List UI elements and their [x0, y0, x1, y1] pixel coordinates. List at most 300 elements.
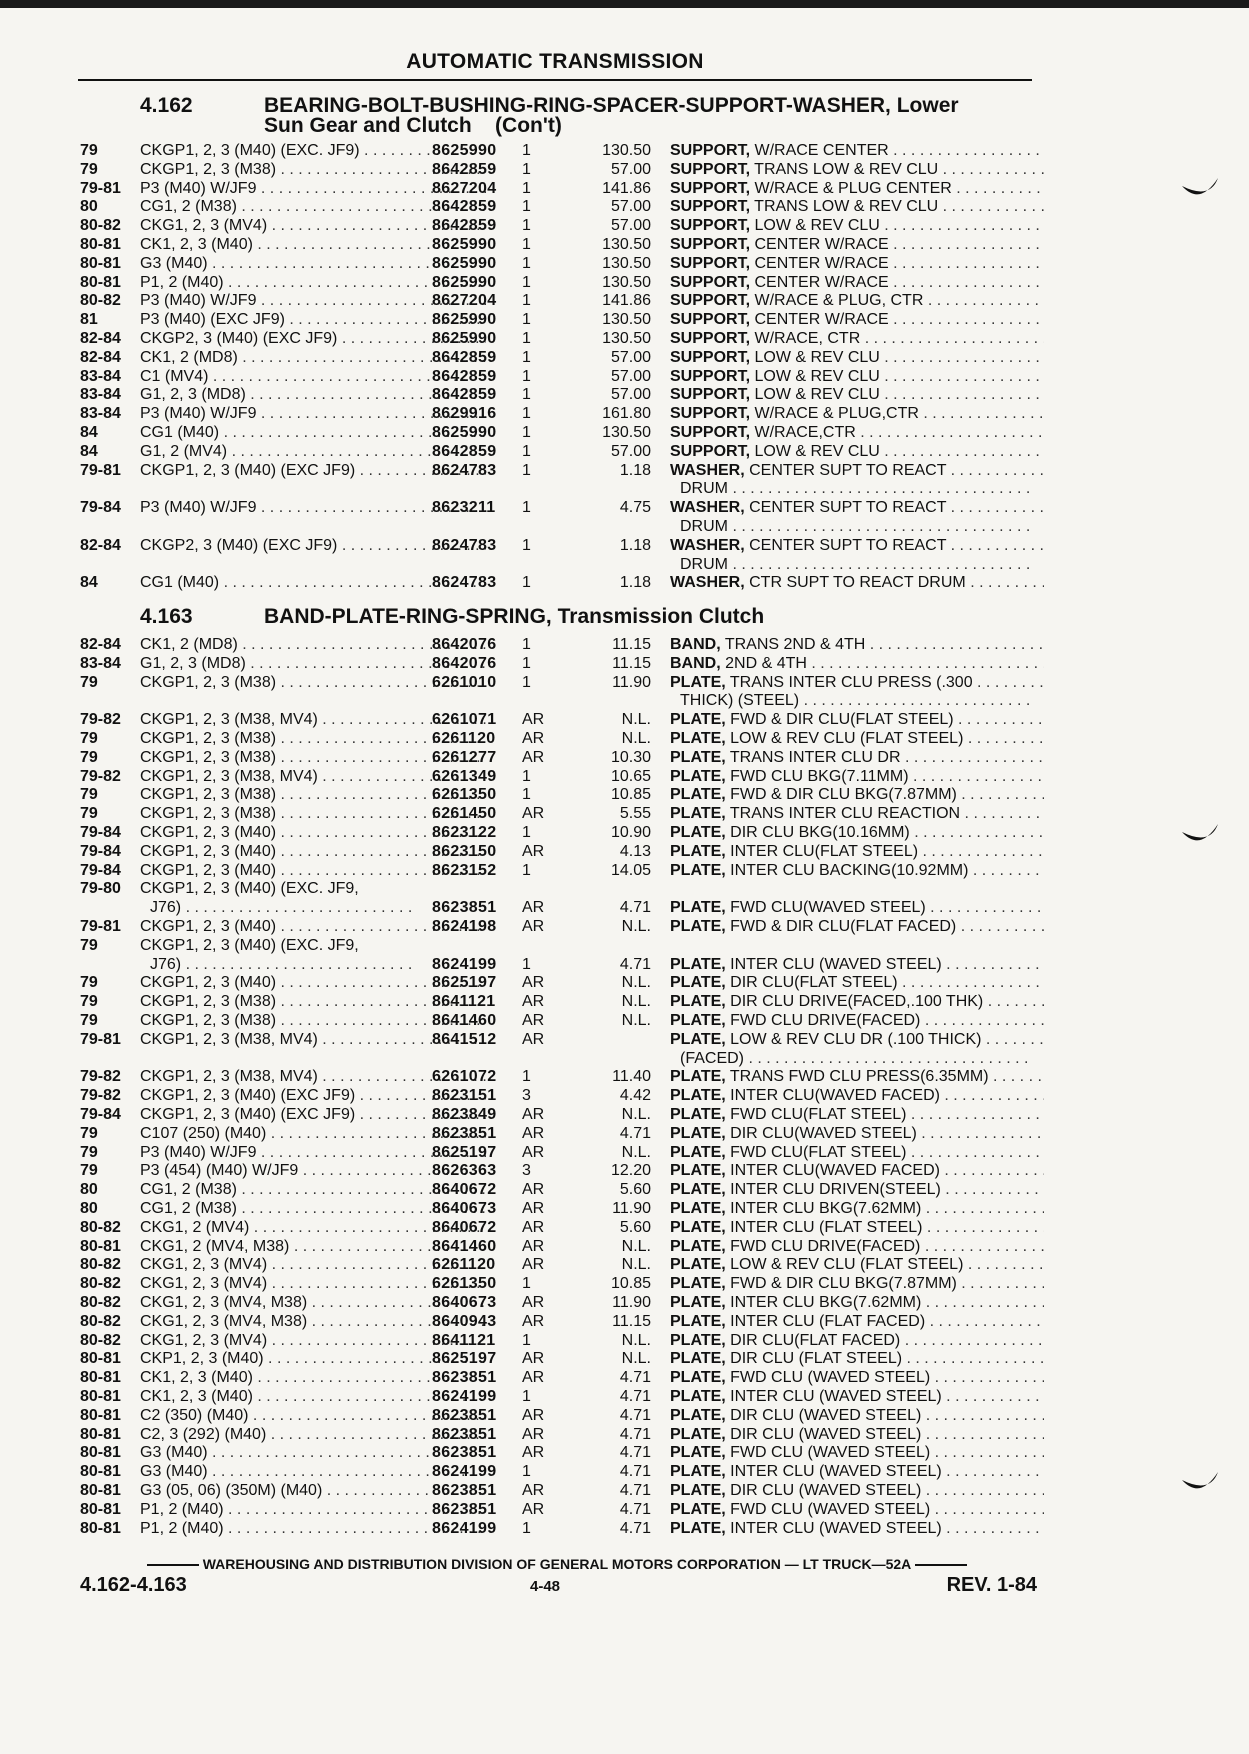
part-description — [670, 1161, 1044, 1180]
description-text: DIR CLU (FLAT STEEL) — [730, 1350, 903, 1368]
quantity: 1 — [522, 442, 531, 460]
description-head: PLATE, — [670, 861, 726, 879]
price: 130.50 — [602, 254, 651, 272]
description-head: WASHER, — [670, 499, 745, 517]
model-code: P1, 2 (M40) . . . — [140, 1500, 486, 1519]
description-head: PLATE, — [670, 673, 726, 691]
table-row — [80, 1519, 1040, 1538]
description-text: INTER CLU(FLAT STEEL) — [730, 842, 919, 860]
description-head: PLATE, — [670, 842, 726, 860]
quantity: 1 — [522, 179, 531, 197]
model-code: CKGP1, 2, 3 (M38, MV4) . . . — [140, 710, 486, 729]
part-number: 8624199 — [432, 1388, 497, 1405]
quantity: 1 — [522, 499, 531, 517]
footer-division-line — [80, 1556, 1034, 1572]
price: 141.86 — [602, 292, 651, 310]
model-code: P1, 2 (M40) . . . — [140, 1519, 486, 1538]
description-head: PLATE, — [670, 974, 726, 992]
description-text: FWD CLU (WAVED STEEL) — [730, 1500, 931, 1518]
part-number: 8623851 — [432, 1124, 497, 1142]
model-code: C2, 3 (292) (M40) . . . — [140, 1425, 486, 1444]
part-number: 8642076 — [432, 654, 497, 672]
table-row — [80, 1161, 1040, 1180]
description-text: LOW & REV CLU — [754, 442, 880, 460]
year-range: 79-84 — [80, 861, 121, 879]
description-head: PLATE, — [670, 1012, 726, 1029]
quantity: AR — [522, 1218, 545, 1236]
continued-label: (Con't) — [495, 114, 562, 137]
table-row — [80, 197, 1040, 216]
part-description — [670, 1218, 1044, 1237]
model-code: CG1, 2 (M38) . . . — [140, 1199, 486, 1218]
part-number: 6261071 — [432, 711, 497, 729]
quantity: 1 — [522, 1519, 531, 1537]
price: 5.60 — [619, 1218, 651, 1236]
price: 4.71 — [619, 1444, 651, 1462]
year-range: 82-84 — [80, 348, 121, 366]
model-code: CKGP2, 3 (M40) (EXC JF9) . . . — [140, 536, 486, 555]
description-text: LOW & REV CLU — [754, 348, 880, 366]
price: 57.00 — [610, 442, 651, 460]
quantity: 1 — [522, 1388, 531, 1405]
description-head: PLATE, — [670, 1256, 726, 1274]
quantity: AR — [522, 730, 545, 747]
quantity: AR — [522, 1124, 545, 1142]
part-number: 8623851 — [432, 1369, 497, 1387]
part-number: 8642859 — [432, 367, 497, 385]
part-number: 8623851 — [432, 1406, 497, 1424]
table-row — [80, 160, 1040, 179]
price: N.L. — [621, 1331, 651, 1349]
table-row — [80, 461, 1040, 480]
part-description — [670, 160, 1044, 179]
price: 4.71 — [619, 1500, 651, 1518]
quantity: 1 — [522, 198, 531, 216]
part-description — [670, 1481, 1044, 1500]
model-code: C2 (350) (M40) . . . — [140, 1406, 486, 1425]
part-number: 8625197 — [432, 974, 497, 992]
description-head: PLATE, — [670, 767, 726, 785]
table-row — [80, 291, 1040, 310]
price: 11.15 — [612, 1312, 651, 1330]
page-title: AUTOMATIC TRANSMISSION — [406, 50, 704, 73]
table-row — [80, 1030, 1040, 1049]
year-range: 84 — [80, 442, 98, 460]
quantity: AR — [522, 918, 545, 935]
description-head: SUPPORT, — [670, 217, 751, 235]
model-code: CKGP1, 2, 3 (M40) (EXC JF9) . . . — [140, 461, 486, 480]
year-range: 79-84 — [80, 824, 121, 841]
year-range: 80-81 — [80, 1500, 121, 1518]
quantity: 1 — [522, 673, 531, 691]
description-text: CENTER SUPT TO REACT — [749, 536, 947, 554]
description-text: CENTER W/RACE — [754, 236, 889, 253]
footer-division: WAREHOUSING AND DISTRIBUTION DIVISION OF GENERAL MOTORS CORPORATION — LT TRUCK—52A — [202, 1556, 912, 1572]
model-code: CKGP1, 2, 3 (M40) (EXC. JF9) . . . — [140, 141, 486, 160]
description-text: INTER CLU BKG(7.62MM) — [730, 1294, 922, 1311]
price: N.L. — [621, 1143, 651, 1161]
year-range: 79-84 — [80, 1106, 121, 1123]
part-description — [670, 197, 1044, 216]
year-range: 79 — [80, 936, 98, 954]
quantity: 1 — [522, 236, 531, 253]
part-description — [670, 404, 1044, 423]
description-text: CENTER SUPT TO REACT — [749, 499, 947, 517]
year-range: 79 — [80, 805, 98, 823]
description-head: PLATE, — [670, 1237, 726, 1255]
description-head: PLATE, — [670, 824, 726, 841]
description-head: SUPPORT, — [670, 424, 751, 441]
description-head: SUPPORT, — [670, 179, 751, 197]
part-number: 8624783 — [432, 574, 497, 592]
part-number: 8629916 — [432, 405, 497, 423]
section-number: 4.163 — [140, 605, 193, 628]
quantity: 1 — [522, 330, 531, 347]
quantity: 1 — [522, 348, 531, 366]
quantity: 1 — [522, 955, 531, 973]
description-text: DIR CLU BKG(10.16MM) — [730, 824, 910, 841]
year-range: 82-84 — [80, 330, 121, 347]
part-number: 8625990 — [432, 254, 497, 272]
part-description — [670, 1519, 1044, 1538]
price: 130.50 — [602, 330, 651, 347]
price: 4.71 — [619, 1519, 651, 1537]
model-code: CK1, 2 (MD8) . . . — [140, 635, 486, 654]
year-range: 80 — [80, 198, 98, 216]
description-text: FWD CLU(FLAT STEEL) — [730, 1106, 907, 1123]
description-head: PLATE, — [670, 1406, 726, 1424]
model-code: CKGP1, 2, 3 (M38) . . . — [140, 673, 486, 692]
description-head: PLATE, — [670, 1087, 726, 1105]
description-text: INTER CLU (WAVED STEEL) — [730, 1463, 942, 1481]
table-row — [80, 1199, 1040, 1218]
part-number: 8641460 — [432, 1012, 497, 1029]
part-number: 8624783 — [432, 461, 497, 479]
table-row — [80, 635, 1040, 654]
price: 4.42 — [619, 1087, 651, 1105]
description-head: PLATE, — [670, 748, 726, 766]
part-description — [670, 1349, 1044, 1368]
part-number: 8625990 — [432, 142, 497, 159]
part-description — [670, 179, 1044, 198]
model-code: CKP1, 2, 3 (M40) . . . — [140, 1349, 486, 1368]
price: N.L. — [621, 711, 651, 729]
description-text: LOW & REV CLU — [754, 386, 880, 404]
model-code: P3 (M40) W/JF9 . . . — [140, 498, 486, 517]
part-number: 8624199 — [432, 1519, 497, 1537]
model-code: CKGP2, 3 (M40) (EXC JF9) . . . — [140, 329, 486, 348]
description-head: PLATE, — [670, 730, 726, 747]
year-range: 80-82 — [80, 1256, 121, 1274]
year-range: 80-81 — [80, 1388, 121, 1405]
description-text: W/RACE & PLUG,CTR — [754, 405, 919, 423]
model-code: P1, 2 (M40) . . . — [140, 273, 486, 292]
model-code: CKG1, 2, 3 (MV4) . . . — [140, 216, 486, 235]
year-range: 84 — [80, 574, 98, 592]
year-range: 80-82 — [80, 1331, 121, 1349]
part-number: 8624199 — [432, 955, 497, 973]
model-code: CKGP1, 2, 3 (M40) (EXC. JF9, — [140, 936, 359, 954]
model-code: CKGP1, 2, 3 (M38) . . . — [140, 748, 486, 767]
description-head: SUPPORT, — [670, 348, 751, 366]
part-number: 8623151 — [432, 1087, 497, 1105]
part-number: 8625197 — [432, 1350, 497, 1368]
price: N.L. — [621, 730, 651, 747]
year-range: 82-84 — [80, 536, 121, 554]
description-head: PLATE, — [670, 1275, 726, 1293]
price: N.L. — [621, 993, 651, 1011]
description-head: PLATE, — [670, 1463, 726, 1481]
quantity: 1 — [522, 292, 531, 310]
description-head: PLATE, — [670, 955, 726, 973]
description-head: PLATE, — [670, 786, 726, 804]
part-description — [670, 273, 1044, 292]
description-head: PLATE, — [670, 1388, 726, 1405]
model-code: CKGP1, 2, 3 (M40) . . . — [140, 917, 486, 936]
part-number: 8625990 — [432, 236, 497, 253]
part-number: 8642076 — [432, 636, 497, 653]
description-text: FWD & DIR CLU BKG(7.87MM) — [730, 786, 957, 804]
quantity: AR — [522, 842, 545, 860]
quantity: 1 — [522, 1275, 531, 1293]
description-text: INTER CLU (FLAT STEEL) — [730, 1218, 923, 1236]
quantity: 1 — [522, 461, 531, 479]
part-description — [670, 1124, 1044, 1143]
quantity: 1 — [522, 861, 531, 879]
year-range: 79 — [80, 993, 98, 1011]
part-description — [670, 992, 1044, 1011]
model-code: P3 (M40) W/JF9 . . . — [140, 404, 486, 423]
part-description — [670, 1368, 1044, 1387]
description-text: W/RACE & PLUG, CTR — [754, 292, 924, 310]
table-row — [80, 1067, 1040, 1086]
quantity: 1 — [522, 654, 531, 672]
model-code: CKGP1, 2, 3 (M38, MV4) . . . — [140, 767, 486, 786]
description-text: W/RACE, CTR — [754, 330, 861, 347]
part-number: 8625990 — [432, 330, 497, 347]
quantity: AR — [522, 805, 545, 823]
table-row — [80, 1481, 1040, 1500]
part-description — [670, 1387, 1044, 1406]
binder-hole-middle — [1180, 822, 1220, 848]
model-code: CG1 (M40) . . . — [140, 423, 486, 442]
quantity: AR — [522, 1312, 545, 1330]
description-head: PLATE, — [670, 1200, 726, 1217]
part-number: 8623851 — [432, 1425, 497, 1443]
table-row — [80, 216, 1040, 235]
description-text: LOW & REV CLU — [754, 217, 880, 235]
part-number: 8623849 — [432, 1106, 497, 1123]
year-range: 79 — [80, 142, 98, 159]
table-row — [80, 573, 1040, 592]
model-code: CKGP1, 2, 3 (M40) (EXC JF9) . . . — [140, 1086, 486, 1105]
price: 4.71 — [619, 1406, 651, 1424]
table-row — [80, 748, 1040, 767]
price: 10.30 — [610, 748, 651, 766]
part-description — [670, 254, 1044, 273]
section-subtitle — [140, 116, 1040, 136]
price: 4.71 — [619, 1482, 651, 1499]
table-row — [80, 861, 1040, 880]
price: 130.50 — [602, 311, 651, 329]
part-number: 8640673 — [432, 1200, 497, 1217]
model-code: CK1, 2 (MD8) . . . — [140, 348, 486, 367]
description-continued: DRUM . . . — [680, 555, 1034, 574]
description-text: FWD CLU DRIVE(FACED) — [730, 1012, 921, 1029]
quantity: AR — [522, 1482, 545, 1499]
description-text: LOW & REV CLU (FLAT STEEL) — [730, 1256, 964, 1274]
table-row — [80, 1425, 1040, 1444]
description-head: PLATE, — [670, 1312, 726, 1330]
quantity: AR — [522, 1294, 545, 1311]
price: 1.18 — [619, 536, 651, 554]
part-number: 8623851 — [432, 1500, 497, 1518]
price: 57.00 — [610, 160, 651, 178]
description-text: TRANS LOW & REV CLU — [754, 160, 939, 178]
price: N.L. — [621, 918, 651, 935]
model-code: CK1, 2, 3 (M40) . . . — [140, 1368, 486, 1387]
description-text: DIR CLU(FLAT FACED) — [730, 1331, 901, 1349]
part-number: 8624198 — [432, 918, 497, 935]
price: 130.50 — [602, 424, 651, 441]
section-header-4-163 — [140, 607, 1040, 627]
description-text: TRANS FWD CLU PRESS(6.35MM) — [729, 1068, 989, 1086]
description-continued: THICK) (STEEL) . . . — [680, 691, 1034, 710]
price: 10.85 — [610, 1275, 651, 1293]
model-code: CKGP1, 2, 3 (M38) . . . — [140, 992, 486, 1011]
part-description — [670, 710, 1044, 729]
table-row — [80, 673, 1040, 692]
description-text: TRANS INTER CLU REACTION — [729, 805, 961, 823]
part-description — [670, 1086, 1044, 1105]
part-description — [670, 917, 1044, 936]
description-text: INTER CLU BACKING(10.92MM) — [730, 861, 969, 879]
model-code-continued: J76) . . . — [150, 898, 416, 917]
quantity: 1 — [522, 636, 531, 653]
description-head: SUPPORT, — [670, 198, 751, 216]
year-range: 79-82 — [80, 767, 121, 785]
description-text: CENTER W/RACE — [754, 273, 889, 291]
year-range: 83-84 — [80, 405, 121, 423]
model-code: P3 (454) (M40) W/JF9 . . . — [140, 1161, 486, 1180]
year-range: 80-81 — [80, 254, 121, 272]
description-text: INTER CLU (FLAT FACED) — [730, 1312, 926, 1330]
model-code: P3 (M40) W/JF9 . . . — [140, 179, 486, 198]
part-description — [670, 310, 1044, 329]
price: 141.86 — [602, 179, 651, 197]
part-number: 8640672 — [432, 1218, 497, 1236]
description-head: PLATE, — [670, 1106, 726, 1123]
section-subtitle-text: Sun Gear and Clutch — [264, 114, 472, 137]
part-number: 6261277 — [432, 748, 497, 766]
price: 4.71 — [619, 1124, 651, 1142]
part-number: 8623152 — [432, 861, 497, 879]
part-description — [670, 235, 1044, 254]
part-description — [670, 573, 1044, 592]
footer-section-range: 4.162-4.163 — [80, 1574, 187, 1596]
description-text: INTER CLU(WAVED FACED) — [730, 1087, 940, 1105]
table-row — [80, 1274, 1040, 1293]
description-text: LOW & REV CLU — [754, 367, 880, 385]
table-row — [80, 1349, 1040, 1368]
year-range: 80-81 — [80, 1350, 121, 1368]
table-row — [80, 141, 1040, 160]
price: 11.15 — [612, 636, 651, 653]
part-number: 8627204 — [432, 179, 497, 197]
table-row — [80, 1011, 1040, 1030]
section-header-4-162 — [140, 96, 1040, 136]
price: 161.80 — [602, 405, 651, 423]
part-description — [670, 1011, 1044, 1030]
part-number: 8625990 — [432, 424, 497, 441]
year-range: 80-82 — [80, 1312, 121, 1330]
model-code: CKG1, 2, 3 (MV4) . . . — [140, 1331, 486, 1350]
model-code: CKGP1, 2, 3 (M40) (EXC JF9) . . . — [140, 1105, 486, 1124]
part-number: 8627204 — [432, 292, 497, 310]
description-text: FWD CLU (WAVED STEEL) — [730, 1369, 931, 1387]
table-row — [80, 1105, 1040, 1124]
table-row — [80, 404, 1040, 423]
part-description — [670, 498, 1044, 517]
year-range: 83-84 — [80, 386, 121, 404]
model-code: CKGP1, 2, 3 (M38) . . . — [140, 804, 486, 823]
year-range: 79-82 — [80, 711, 121, 729]
price: 11.40 — [612, 1068, 651, 1086]
part-description — [670, 1255, 1044, 1274]
part-description — [670, 748, 1044, 767]
price: 5.55 — [619, 805, 651, 823]
price: N.L. — [621, 1012, 651, 1029]
model-code: G1, 2, 3 (MD8) . . . — [140, 654, 486, 673]
description-text: DIR CLU(WAVED STEEL) — [730, 1124, 917, 1142]
model-code: CG1 (M40) . . . — [140, 573, 486, 592]
year-range: 80-81 — [80, 1519, 121, 1537]
section-title: BEARING-BOLT-BUSHING-RING-SPACER-SUPPORT-WASHER, Lower — [264, 94, 959, 117]
year-range: 79-81 — [80, 1030, 121, 1048]
part-description — [670, 216, 1044, 235]
year-range: 80-81 — [80, 1369, 121, 1387]
description-head: WASHER, — [670, 461, 745, 479]
table-row — [80, 536, 1040, 555]
description-head: PLATE, — [670, 1444, 726, 1462]
price: 5.60 — [619, 1181, 651, 1199]
description-text: CTR SUPT TO REACT DRUM — [749, 574, 966, 592]
description-head: PLATE, — [670, 1350, 726, 1368]
description-text: CENTER W/RACE — [754, 311, 889, 329]
description-text: TRANS INTER CLU PRESS (.300 — [729, 673, 973, 691]
model-code: CKG1, 2, 3 (MV4) . . . — [140, 1274, 486, 1293]
price: 12.20 — [610, 1162, 651, 1180]
description-head: BAND, — [670, 636, 721, 653]
price: 57.00 — [610, 217, 651, 235]
table-row — [80, 654, 1040, 673]
table-row — [80, 785, 1040, 804]
description-text: CENTER W/RACE — [754, 254, 889, 272]
description-head: WASHER, — [670, 536, 745, 554]
quantity: 1 — [522, 405, 531, 423]
description-head: SUPPORT, — [670, 311, 751, 329]
part-number: 8623851 — [432, 899, 497, 917]
part-number: 8642859 — [432, 348, 497, 366]
model-code: CKGP1, 2, 3 (M38) . . . — [140, 729, 486, 748]
table-row — [80, 710, 1040, 729]
table-row — [80, 1143, 1040, 1162]
model-code: P3 (M40) W/JF9 . . . — [140, 1143, 486, 1162]
part-number: 6261120 — [432, 730, 496, 747]
description-head: SUPPORT, — [670, 386, 751, 404]
description-text: INTER CLU(WAVED FACED) — [730, 1162, 940, 1180]
table-row — [80, 729, 1040, 748]
